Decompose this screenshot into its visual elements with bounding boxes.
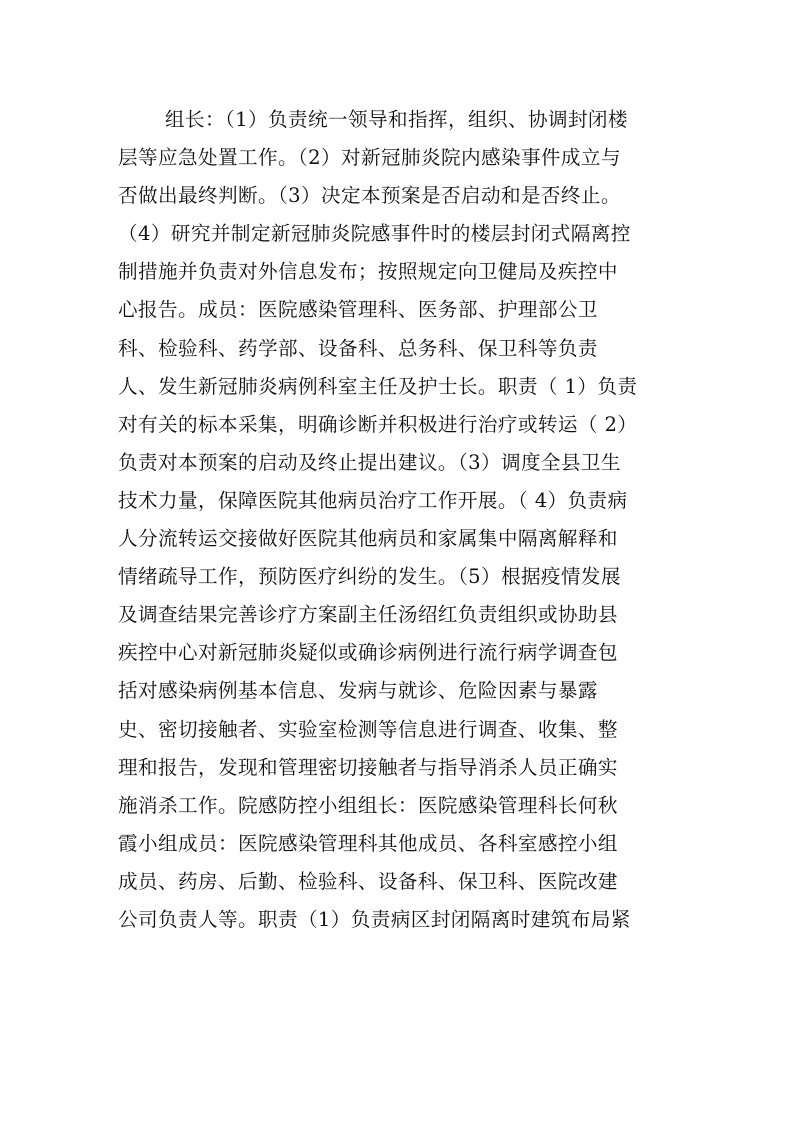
- text-line-19: 施消杀工作。院感防控小组组长：医院感染管理科长何秋: [118, 793, 618, 817]
- text-line-9: 对有关的标本采集，明确诊断并积极进行治疗或转运（ 2）: [118, 412, 638, 436]
- text-line-22: 公司负责人等。职责（1）负责病区封闭隔离时建筑布局紧: [118, 907, 631, 931]
- text-line-10: 负责对本预案的启动及终止提出建议。（3）调度全县卫生: [118, 450, 621, 474]
- text-line-8: 人、发生新冠肺炎病例科室主任及护士长。职责（ 1）负责: [118, 374, 638, 398]
- text-line-20: 霞小组成员：医院感染管理科其他成员、各科室感控小组: [118, 831, 618, 855]
- text-line-5: 制措施并负责对外信息发布；按照规定向卫健局及疾控中: [118, 260, 618, 284]
- text-line-6: 心报告。成员：医院感染管理科、医务部、护理部公卫: [118, 298, 598, 322]
- text-line-3: 否做出最终判断。（3）决定本预案是否启动和是否终止。: [118, 184, 621, 208]
- text-line-11: 技术力量，保障医院其他病员治疗工作开展。（ 4）负责病: [118, 488, 628, 512]
- text-line-2: 层等应急处置工作。（2）对新冠肺炎院内感染事件成立与: [118, 146, 621, 170]
- text-line-7: 科、检验科、药学部、设备科、总务科、保卫科等负责: [118, 336, 598, 360]
- text-line-12: 人分流转运交接做好医院其他病员和家属集中隔离解释和: [118, 527, 618, 551]
- text-line-18: 理和报告，发现和管理密切接触者与指导消杀人员正确实: [118, 755, 618, 779]
- text-line-16: 括对感染病例基本信息、发病与就诊、危险因素与暴露: [118, 679, 598, 703]
- text-line-13: 情绪疏导工作，预防医疗纠纷的发生。（5）根据疫情发展: [118, 565, 621, 589]
- text-line-15: 疾控中心对新冠肺炎疑似或确诊病例进行流行病学调查包: [118, 641, 618, 665]
- text-line-14: 及调查结果完善诊疗方案副主任汤绍红负责组织或协助县: [118, 603, 618, 627]
- text-line-17: 史、密切接触者、实验室检测等信息进行调查、收集、整: [118, 717, 618, 741]
- text-line-4: （4）研究并制定新冠肺炎院感事件时的楼层封闭式隔离控: [118, 222, 631, 246]
- text-line-1: 组长：（1）负责统一领导和指挥，组织、协调封闭楼: [165, 108, 628, 131]
- text-line-21: 成员、药房、后勤、检验科、设备科、保卫科、医院改建: [118, 869, 618, 893]
- body-text: [118, 101, 678, 939]
